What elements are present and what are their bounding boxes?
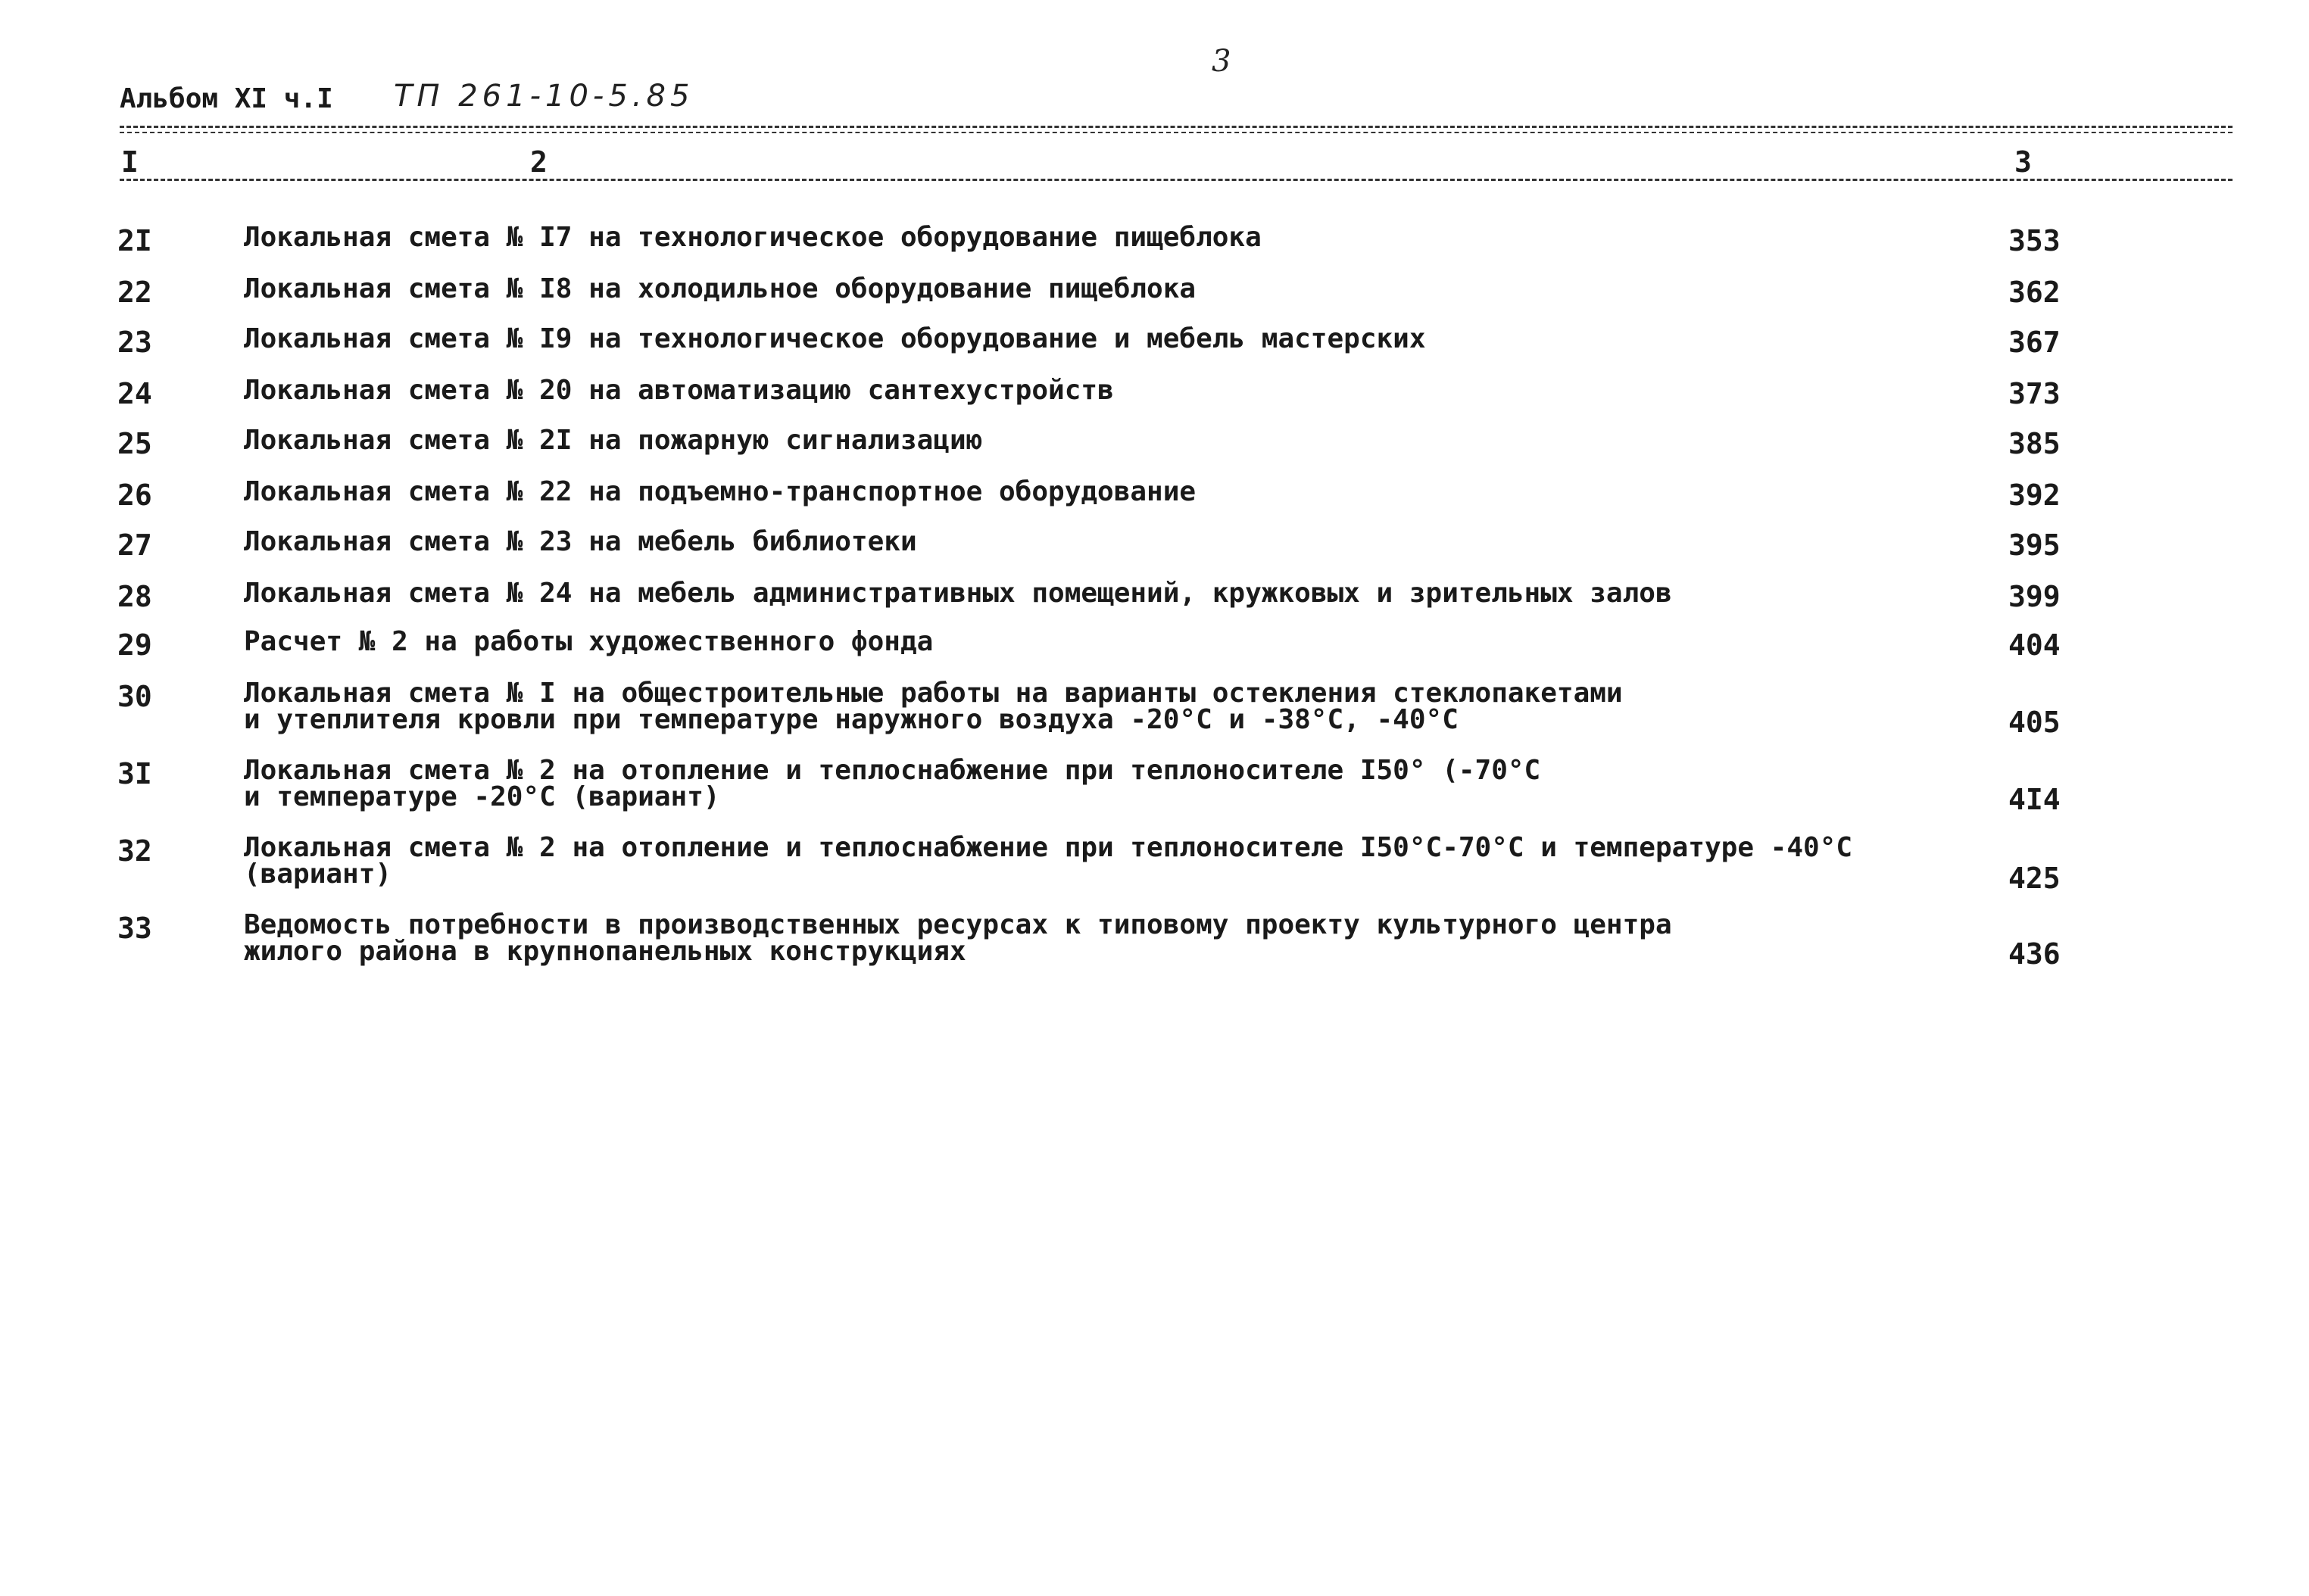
row-number: 24 [117,377,152,410]
row-number: 3I [117,757,152,790]
row-page: 425 [2008,862,2061,895]
column-header-page: 3 [2014,145,2032,179]
row-number: 22 [117,276,152,309]
row-title: Локальная смета № 2 на отопление и теплоснабжение при теплоносителе I50° (-70°С и температуре -20°С (вариант) [244,755,1541,812]
row-title: Локальная смета № 20 на автоматизацию сантехустройств [244,375,1114,406]
row-number: 29 [117,628,152,662]
column-header-title: 2 [530,145,548,179]
page-number: 3 [1212,44,1231,79]
row-number: 32 [117,834,152,868]
row-number: 28 [117,580,152,613]
project-code: ТП 261-10-5.85 [394,79,694,114]
row-page: 362 [2008,276,2061,309]
row-number: 2I [117,224,152,257]
album-label: Альбом XI ч.I [120,83,333,114]
row-page: 399 [2008,580,2061,613]
row-number: 33 [117,912,152,945]
row-page: 392 [2008,478,2061,512]
row-title: Локальная смета № I7 на технологическое оборудование пищеблока [244,222,1262,253]
row-page: 373 [2008,377,2061,410]
row-page: 405 [2008,706,2061,739]
row-page: 353 [2008,224,2061,257]
row-title: Локальная смета № I8 на холодильное оборудование пищеблока [244,273,1197,304]
row-page: 385 [2008,427,2061,460]
row-page: 404 [2008,628,2061,662]
row-title: Локальная смета № I9 на технологическое оборудование и мебель мастерских [244,323,1426,354]
row-title: Локальная смета № 2I на пожарную сигнализацию [244,425,983,456]
column-header-rule [120,179,2233,181]
header-rule-secondary [120,132,2233,133]
row-title: Локальная смета № I на общестроительные работы на варианты остекления стеклопакетами и утеплителя кровли при температуре наружного воздуха -20°С и -38°С, -40°С [244,678,1623,735]
row-title: Расчет № 2 на работы художественного фонда [244,626,934,657]
row-title: Локальная смета № 24 на мебель административных помещений, кружковых и зрительных залов [244,578,1672,609]
row-page: 367 [2008,326,2061,359]
row-number: 23 [117,326,152,359]
row-number: 26 [117,478,152,512]
row-number: 27 [117,528,152,562]
row-number: 25 [117,427,152,460]
row-title: Ведомость потребности в производственных ресурсах к типовому проекту культурного центра жилого района в крупнопанельных конструкциях [244,909,1672,967]
column-header-number: I [121,145,139,179]
row-number: 30 [117,680,152,713]
row-page: 395 [2008,528,2061,562]
header-rule [120,126,2233,128]
row-title: Локальная смета № 2 на отопление и теплоснабжение при теплоносителе I50°С-70°С и температуре -40°С (вариант) [244,832,1853,890]
row-page: 4I4 [2008,783,2061,816]
row-page: 436 [2008,937,2061,971]
row-title: Локальная смета № 23 на мебель библиотеки [244,526,917,557]
row-title: Локальная смета № 22 на подъемно-транспортное оборудование [244,476,1197,507]
